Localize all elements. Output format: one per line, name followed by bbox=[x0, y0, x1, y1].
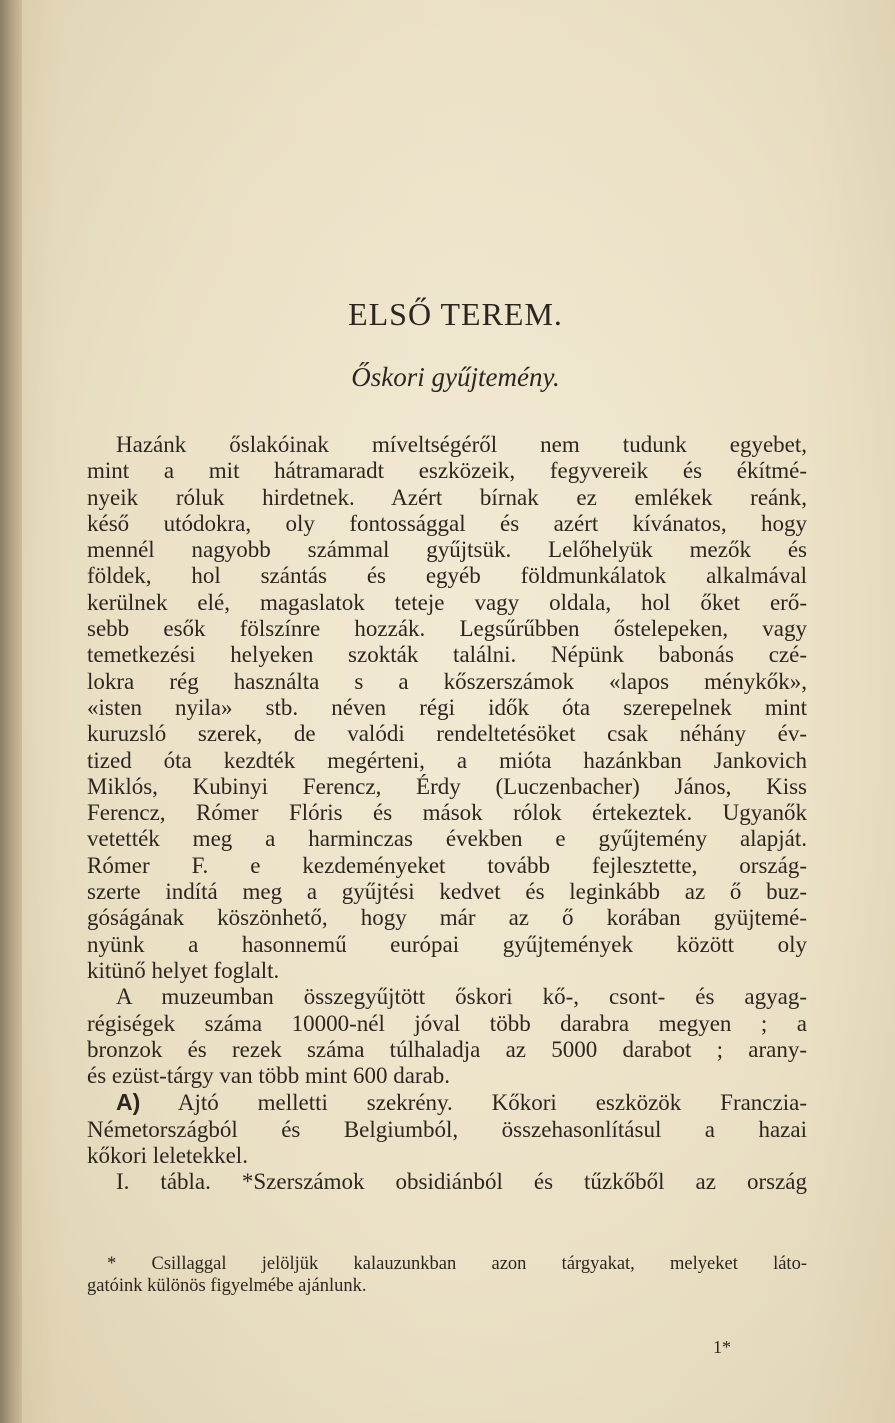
text-line: régiségek száma 10000-nél jóval több darabra megyen ; a bbox=[87, 1010, 807, 1036]
text-line: nyünk a hasonnemű európai gyűjtemények között oly bbox=[87, 931, 807, 957]
text-line: Miklós, Kubinyi Ferencz, Érdy (Luczenbacher) János, Kiss bbox=[87, 773, 807, 799]
text-line: góságának köszönhető, hogy már az ő korában gyüjtemé- bbox=[87, 905, 807, 931]
paragraph-3 bbox=[87, 1089, 807, 1169]
paragraph-4 bbox=[87, 1169, 807, 1195]
text-line: lokra rég használta s a kőszerszámok «lapos ménykők», bbox=[87, 668, 807, 694]
text-line: «isten nyila» stb. néven régi idők óta szerepelnek mint bbox=[87, 694, 807, 720]
text-line: mint a mit hátramaradt eszközeik, fegyvereik és ékítmé- bbox=[87, 458, 807, 484]
text-line: bronzok és rezek száma túlhaladja az 5000 darabot ; arany- bbox=[87, 1036, 807, 1062]
footnote-line: * Csillaggal jelöljük kalauzunkban azon tárgyakat, melyeket láto- bbox=[107, 1254, 807, 1274]
body-text bbox=[87, 432, 807, 1196]
text-line: A muzeumban összegyűjtött őskori kő-, csont- és agyag- bbox=[116, 984, 807, 1010]
text-line bbox=[87, 1089, 807, 1116]
text-line: Rómer F. e kezdeményeket tovább fejlesztette, ország- bbox=[87, 852, 807, 878]
section-label: A) bbox=[116, 1089, 141, 1116]
signature-mark: 1* bbox=[713, 1337, 731, 1357]
text-line: mennél nagyobb számmal gyűjtsük. Lelőhelyük mezők és bbox=[87, 537, 807, 563]
text-line: földek, hol szántás és egyéb földmunkálatok alkalmával bbox=[87, 563, 807, 589]
text-line: Hazánk őslakóinak míveltségéről nem tudunk egyebet, bbox=[116, 432, 807, 457]
text-line: nyeik róluk hirdetnek. Azért bírnak ez emlékek reánk, bbox=[87, 484, 807, 510]
text-span: Ajtó melletti szekrény. Kőkori eszközök Franczia- bbox=[140, 1090, 807, 1116]
text-line: szerte indítá meg a gyűjtési kedvet és leginkább az ő buz- bbox=[87, 879, 807, 905]
footnote bbox=[87, 1253, 807, 1297]
text-line: kitünő helyet foglalt. bbox=[87, 957, 280, 983]
text-line: kőkori leletekkel. bbox=[87, 1143, 248, 1169]
text-line: I. tábla. *Szerszámok obsidiánból és tűzkőből az ország bbox=[116, 1169, 807, 1195]
section-title: ELSŐ TEREM. bbox=[348, 296, 563, 332]
text-line: Ferencz, Rómer Flóris és mások rólok értekeztek. Ugyanők bbox=[87, 800, 807, 826]
text-line: kuruzsló szerek, de valódi rendeltetésöket csak néhány év- bbox=[87, 721, 807, 747]
text-line: Németországból és Belgiumból, összehasonlításul a hazai bbox=[87, 1116, 807, 1142]
text-line: vetették meg a harminczas években e gyűjtemény alapját. bbox=[87, 826, 807, 852]
text-line: késő utódokra, oly fontossággal és azért kívánatos, hogy bbox=[87, 510, 807, 536]
section-subtitle: Őskori gyűjtemény. bbox=[351, 362, 560, 392]
paragraph-2 bbox=[87, 984, 807, 1089]
binding-shadow bbox=[0, 0, 22, 1423]
text-line: sebb esők fölszínre hozzák. Legsűrűbben őstelepeken, vagy bbox=[87, 616, 807, 642]
footnote-line: gatóink különös figyelmébe ajánlunk. bbox=[87, 1276, 367, 1296]
text-line: tized óta kezdték megérteni, a mióta hazánkban Jankovich bbox=[87, 747, 807, 773]
text-line: temetkezési helyeken szokták találni. Népünk babonás czé- bbox=[87, 642, 807, 668]
text-line: és ezüst-tárgy van több mint 600 darab. bbox=[87, 1063, 451, 1089]
paragraph-1 bbox=[87, 432, 807, 984]
text-line: kerülnek elé, magaslatok teteje vagy oldala, hol őket erő- bbox=[87, 589, 807, 615]
